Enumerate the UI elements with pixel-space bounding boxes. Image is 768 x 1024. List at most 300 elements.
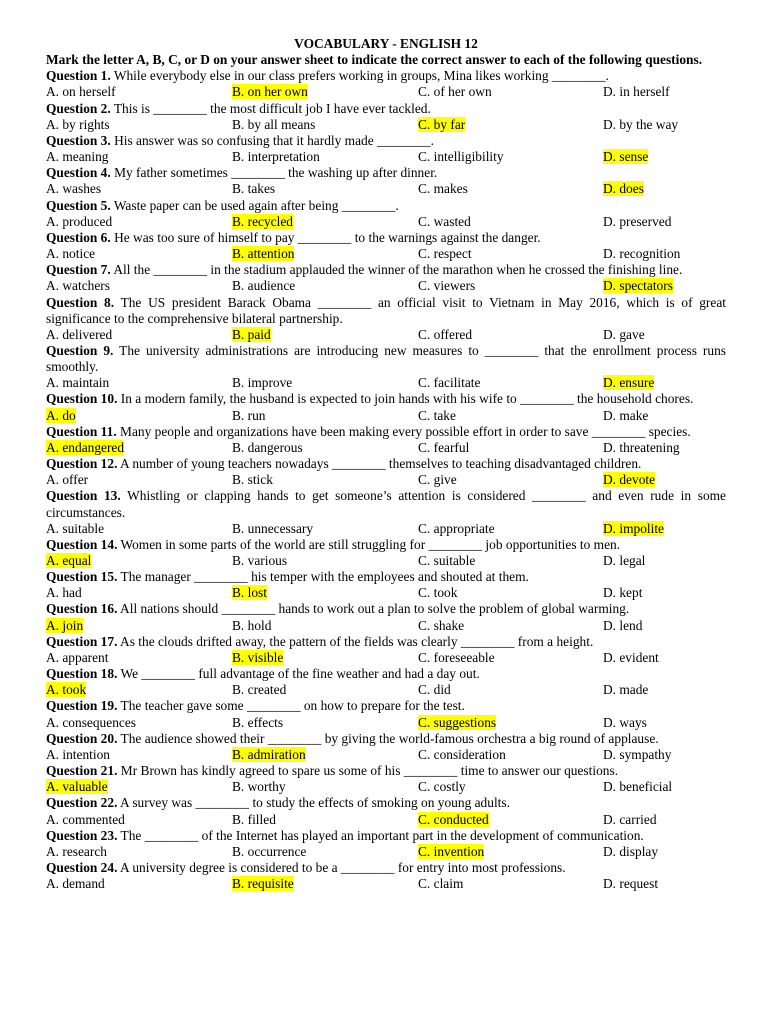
question-block bbox=[46, 456, 726, 488]
answer-option[interactable]: A. research bbox=[46, 843, 107, 859]
question-stem: Women in some parts of the world are still struggling for ________ job opportunities to men. bbox=[120, 536, 621, 552]
option-cell bbox=[603, 84, 726, 100]
question-text bbox=[46, 569, 726, 585]
option-cell bbox=[603, 747, 726, 763]
answer-option[interactable]: A. produced bbox=[46, 213, 113, 229]
question-text bbox=[46, 295, 726, 327]
answer-option[interactable]: C. took bbox=[418, 585, 458, 601]
option-cell bbox=[46, 327, 232, 343]
answer-option[interactable]: D. make bbox=[603, 407, 649, 423]
question-block bbox=[46, 343, 726, 391]
highlighted-answer-option[interactable]: C. by far bbox=[418, 116, 466, 132]
question-number: Question 12. bbox=[46, 456, 118, 472]
answer-option[interactable]: D. preserved bbox=[603, 213, 672, 229]
answer-options bbox=[46, 779, 726, 795]
answer-option[interactable]: B. stick bbox=[232, 472, 273, 488]
answer-option[interactable]: C. give bbox=[418, 472, 457, 488]
answer-option[interactable]: D. kept bbox=[603, 585, 643, 601]
option-cell bbox=[232, 278, 418, 294]
question-text bbox=[46, 698, 726, 714]
question-number: Question 6. bbox=[46, 229, 111, 245]
option-cell bbox=[603, 408, 726, 424]
option-cell bbox=[46, 618, 232, 634]
option-cell bbox=[418, 747, 603, 763]
option-cell bbox=[232, 747, 418, 763]
answer-options bbox=[46, 472, 726, 488]
answer-option[interactable]: A. by rights bbox=[46, 116, 110, 132]
question-block bbox=[46, 133, 726, 165]
option-cell bbox=[232, 812, 418, 828]
answer-option[interactable]: C. facilitate bbox=[418, 375, 481, 391]
answer-option[interactable]: C. fearful bbox=[418, 439, 470, 455]
question-number: Question 23. bbox=[46, 827, 118, 843]
question-block bbox=[46, 424, 726, 456]
answer-option[interactable]: C. claim bbox=[418, 876, 464, 892]
option-cell bbox=[232, 521, 418, 537]
answer-option[interactable]: A. intention bbox=[46, 746, 110, 762]
question-stem: All nations should ________ hands to work out a plan to solve the problem of global warming. bbox=[120, 601, 630, 617]
question-block bbox=[46, 634, 726, 666]
option-cell bbox=[418, 472, 603, 488]
answer-option[interactable]: D. in herself bbox=[603, 84, 670, 100]
question-number: Question 9. bbox=[46, 342, 114, 358]
highlighted-answer-option[interactable]: C. invention bbox=[418, 843, 485, 859]
option-cell bbox=[46, 84, 232, 100]
option-cell bbox=[603, 278, 726, 294]
answer-option[interactable]: B. audience bbox=[232, 278, 296, 294]
answer-option[interactable]: A. offer bbox=[46, 472, 89, 488]
answer-options bbox=[46, 618, 726, 634]
answer-option[interactable]: C. foreseeable bbox=[418, 649, 495, 665]
answer-option[interactable]: D. by the way bbox=[603, 116, 679, 132]
answer-options bbox=[46, 521, 726, 537]
option-cell bbox=[418, 715, 603, 731]
option-cell bbox=[603, 812, 726, 828]
question-stem: Many people and organizations have been making every possible effort in order to save ________ species. bbox=[120, 423, 691, 439]
option-cell bbox=[418, 521, 603, 537]
answer-option[interactable]: D. recognition bbox=[603, 246, 681, 262]
highlighted-answer-option[interactable]: D. spectators bbox=[603, 278, 673, 294]
option-cell bbox=[46, 440, 232, 456]
option-cell bbox=[418, 812, 603, 828]
answer-option[interactable]: B. hold bbox=[232, 617, 272, 633]
option-cell bbox=[603, 117, 726, 133]
question-stem: My father sometimes ________ the washing up after dinner. bbox=[114, 165, 438, 181]
answer-options bbox=[46, 440, 726, 456]
question-text bbox=[46, 133, 726, 149]
question-block bbox=[46, 165, 726, 197]
question-text bbox=[46, 634, 726, 650]
answer-option[interactable]: A. had bbox=[46, 585, 82, 601]
option-cell bbox=[418, 440, 603, 456]
option-cell bbox=[603, 715, 726, 731]
question-stem: The manager ________ his temper with the employees and shouted at them. bbox=[120, 569, 529, 585]
answer-options bbox=[46, 408, 726, 424]
question-number: Question 17. bbox=[46, 633, 118, 649]
question-stem: As the clouds drifted away, the pattern of the fields was clearly ________ from a height. bbox=[120, 633, 594, 649]
option-cell bbox=[418, 246, 603, 262]
highlighted-answer-option[interactable]: B. paid bbox=[232, 326, 271, 342]
answer-option[interactable]: A. apparent bbox=[46, 649, 109, 665]
question-number: Question 14. bbox=[46, 536, 118, 552]
option-cell bbox=[418, 553, 603, 569]
option-cell bbox=[418, 278, 603, 294]
option-cell bbox=[603, 876, 726, 892]
highlighted-answer-option[interactable]: C. conducted bbox=[418, 811, 489, 827]
question-block bbox=[46, 601, 726, 633]
option-cell bbox=[418, 682, 603, 698]
option-cell bbox=[232, 682, 418, 698]
answer-option[interactable]: B. unnecessary bbox=[232, 520, 314, 536]
option-cell bbox=[232, 327, 418, 343]
highlighted-answer-option[interactable]: C. suggestions bbox=[418, 714, 497, 730]
answer-option[interactable]: A. on herself bbox=[46, 84, 116, 100]
answer-option[interactable]: C. offered bbox=[418, 326, 473, 342]
question-stem: Mr Brown has kindly agreed to spare us some of his ________ time to answer our questions. bbox=[120, 763, 619, 779]
answer-option[interactable]: C. costly bbox=[418, 779, 466, 795]
option-cell bbox=[418, 375, 603, 391]
option-cell bbox=[232, 876, 418, 892]
option-cell bbox=[418, 327, 603, 343]
option-cell bbox=[232, 214, 418, 230]
question-block bbox=[46, 68, 726, 100]
answer-options bbox=[46, 327, 726, 343]
answer-option[interactable]: B. run bbox=[232, 407, 266, 423]
answer-option[interactable]: A. maintain bbox=[46, 375, 110, 391]
option-cell bbox=[603, 472, 726, 488]
answer-options bbox=[46, 812, 726, 828]
answer-option[interactable]: A. watchers bbox=[46, 278, 110, 294]
question-block bbox=[46, 101, 726, 133]
answer-option[interactable]: D. sympathy bbox=[603, 746, 672, 762]
highlighted-answer-option[interactable]: B. lost bbox=[232, 585, 267, 601]
question-block bbox=[46, 295, 726, 343]
answer-options bbox=[46, 149, 726, 165]
option-cell bbox=[46, 521, 232, 537]
answer-option[interactable]: C. shake bbox=[418, 617, 465, 633]
question-text bbox=[46, 68, 726, 84]
highlighted-answer-option[interactable]: A. valuable bbox=[46, 779, 108, 795]
question-stem: A survey was ________ to study the effects of smoking on young adults. bbox=[120, 795, 510, 811]
answer-option[interactable]: B. created bbox=[232, 682, 287, 698]
question-text bbox=[46, 424, 726, 440]
answer-option[interactable]: A. delivered bbox=[46, 326, 113, 342]
option-cell bbox=[46, 844, 232, 860]
question-text bbox=[46, 731, 726, 747]
question-number: Question 1. bbox=[46, 68, 111, 84]
option-cell bbox=[232, 844, 418, 860]
option-cell bbox=[46, 747, 232, 763]
highlighted-answer-option[interactable]: D. devote bbox=[603, 472, 656, 488]
question-block bbox=[46, 795, 726, 827]
highlighted-answer-option[interactable]: A. do bbox=[46, 407, 76, 423]
instructions: Mark the letter A, B, C, or D on your answer sheet to indicate the correct answer to each of the following questions. bbox=[46, 52, 703, 68]
option-cell bbox=[418, 181, 603, 197]
highlighted-answer-option[interactable]: B. admiration bbox=[232, 746, 306, 762]
option-cell bbox=[46, 585, 232, 601]
answer-option[interactable]: A. washes bbox=[46, 181, 102, 197]
question-text bbox=[46, 860, 726, 876]
option-cell bbox=[603, 214, 726, 230]
option-cell bbox=[603, 440, 726, 456]
answer-option[interactable]: C. viewers bbox=[418, 278, 476, 294]
answer-option[interactable]: B. dangerous bbox=[232, 439, 303, 455]
question-number: Question 2. bbox=[46, 100, 111, 116]
option-cell bbox=[232, 117, 418, 133]
option-cell bbox=[46, 117, 232, 133]
question-block bbox=[46, 391, 726, 423]
answer-option[interactable]: D. carried bbox=[603, 811, 657, 827]
highlighted-answer-option[interactable]: B. visible bbox=[232, 649, 284, 665]
answer-options bbox=[46, 246, 726, 262]
answer-options bbox=[46, 650, 726, 666]
option-cell bbox=[603, 149, 726, 165]
question-stem: We ________ full advantage of the fine weather and had a day out. bbox=[120, 666, 480, 682]
answer-option[interactable]: C. consideration bbox=[418, 746, 506, 762]
answer-option[interactable]: B. occurrence bbox=[232, 843, 307, 859]
answer-option[interactable]: D. made bbox=[603, 682, 649, 698]
question-number: Question 5. bbox=[46, 197, 111, 213]
answer-option[interactable]: B. interpretation bbox=[232, 149, 320, 165]
question-text bbox=[46, 666, 726, 682]
question-number: Question 4. bbox=[46, 165, 111, 181]
option-cell bbox=[603, 246, 726, 262]
answer-options bbox=[46, 715, 726, 731]
answer-option[interactable]: D. ways bbox=[603, 714, 647, 730]
answer-option[interactable]: D. threatening bbox=[603, 439, 680, 455]
question-stem: The teacher gave some ________ on how to prepare for the test. bbox=[120, 698, 465, 714]
option-cell bbox=[418, 214, 603, 230]
question-number: Question 13. bbox=[46, 488, 121, 504]
option-cell bbox=[418, 149, 603, 165]
highlighted-answer-option[interactable]: B. recycled bbox=[232, 213, 293, 229]
question-text bbox=[46, 230, 726, 246]
option-cell bbox=[603, 375, 726, 391]
option-cell bbox=[46, 246, 232, 262]
answer-option[interactable]: B. filled bbox=[232, 811, 276, 827]
question-text bbox=[46, 601, 726, 617]
page-title: VOCABULARY - ENGLISH 12 bbox=[294, 36, 478, 51]
option-cell bbox=[46, 375, 232, 391]
option-cell bbox=[46, 472, 232, 488]
answer-options bbox=[46, 876, 726, 892]
highlighted-answer-option[interactable]: A. took bbox=[46, 682, 87, 698]
question-text bbox=[46, 763, 726, 779]
question-block bbox=[46, 569, 726, 601]
option-cell bbox=[232, 585, 418, 601]
question-number: Question 19. bbox=[46, 698, 118, 714]
option-cell bbox=[46, 214, 232, 230]
answer-options bbox=[46, 214, 726, 230]
question-number: Question 18. bbox=[46, 666, 118, 682]
option-cell bbox=[603, 682, 726, 698]
answer-option[interactable]: C. intelligibility bbox=[418, 149, 504, 165]
option-cell bbox=[418, 779, 603, 795]
answer-option[interactable]: D. beneficial bbox=[603, 779, 673, 795]
question-number: Question 16. bbox=[46, 601, 118, 617]
answer-option[interactable]: C. suitable bbox=[418, 553, 476, 568]
option-cell bbox=[232, 149, 418, 165]
option-cell bbox=[46, 149, 232, 165]
option-cell bbox=[46, 812, 232, 828]
answer-option[interactable]: B. effects bbox=[232, 714, 284, 730]
answer-option[interactable]: B. takes bbox=[232, 181, 276, 197]
highlighted-answer-option[interactable]: B. attention bbox=[232, 246, 295, 262]
highlighted-answer-option[interactable]: D. ensure bbox=[603, 375, 655, 391]
question-stem: A number of young teachers nowadays ________ themselves to teaching disadvantaged children. bbox=[120, 456, 642, 472]
answer-option[interactable]: C. respect bbox=[418, 246, 472, 262]
question-block bbox=[46, 666, 726, 698]
question-text bbox=[46, 828, 726, 844]
option-cell bbox=[232, 472, 418, 488]
question-text bbox=[46, 391, 726, 407]
answer-options bbox=[46, 585, 726, 601]
question-number: Question 21. bbox=[46, 763, 118, 779]
answer-option[interactable]: A. consequences bbox=[46, 714, 136, 730]
highlighted-answer-option[interactable]: D. does bbox=[603, 181, 644, 197]
option-cell bbox=[46, 181, 232, 197]
answer-options bbox=[46, 375, 726, 391]
question-stem: This is ________ the most difficult job I have ever tackled. bbox=[113, 100, 431, 116]
question-number: Question 15. bbox=[46, 569, 118, 585]
worksheet-page bbox=[46, 36, 726, 892]
option-cell bbox=[603, 650, 726, 666]
highlighted-answer-option[interactable]: B. requisite bbox=[232, 876, 294, 892]
option-cell bbox=[418, 618, 603, 634]
answer-option[interactable]: C. of her own bbox=[418, 84, 492, 100]
answer-option[interactable]: C. makes bbox=[418, 181, 468, 197]
highlighted-answer-option[interactable]: B. on her own bbox=[232, 84, 308, 100]
answer-option[interactable]: B. improve bbox=[232, 375, 293, 391]
answer-options bbox=[46, 117, 726, 133]
option-cell bbox=[46, 876, 232, 892]
answer-option[interactable]: B. various bbox=[232, 553, 288, 568]
answer-options bbox=[46, 747, 726, 763]
question-number: Question 8. bbox=[46, 294, 115, 310]
option-cell bbox=[46, 779, 232, 795]
answer-option[interactable]: B. by all means bbox=[232, 116, 316, 132]
question-stem: While everybody else in our class prefers working in groups, Mina likes working ________. bbox=[113, 68, 609, 84]
question-text bbox=[46, 198, 726, 214]
question-block bbox=[46, 731, 726, 763]
answer-options bbox=[46, 278, 726, 294]
option-cell bbox=[603, 553, 726, 569]
option-cell bbox=[418, 876, 603, 892]
option-cell bbox=[603, 521, 726, 537]
answer-option[interactable]: C. wasted bbox=[418, 213, 471, 229]
answer-option[interactable]: D. display bbox=[603, 843, 659, 859]
highlighted-answer-option[interactable]: D. impolite bbox=[603, 520, 664, 536]
question-number: Question 3. bbox=[46, 132, 111, 148]
answer-options bbox=[46, 181, 726, 197]
question-stem: Waste paper can be used again after being ________. bbox=[113, 197, 399, 213]
option-cell bbox=[603, 327, 726, 343]
question-number: Question 10. bbox=[46, 391, 118, 407]
question-text bbox=[46, 165, 726, 181]
question-block bbox=[46, 828, 726, 860]
highlighted-answer-option[interactable]: A. equal bbox=[46, 553, 92, 568]
option-cell bbox=[232, 650, 418, 666]
answer-option[interactable]: A. notice bbox=[46, 246, 96, 262]
option-cell bbox=[418, 585, 603, 601]
question-stem: A university degree is considered to be a ________ for entry into most professions. bbox=[120, 859, 566, 875]
option-cell bbox=[232, 440, 418, 456]
question-stem: All the ________ in the stadium applauded the winner of the marathon when he crossed the finishing line. bbox=[113, 262, 683, 278]
option-cell bbox=[46, 553, 232, 569]
answer-option[interactable]: C. appropriate bbox=[418, 520, 495, 536]
answer-option[interactable]: B. worthy bbox=[232, 779, 286, 795]
answer-options bbox=[46, 844, 726, 860]
answer-option[interactable]: A. commented bbox=[46, 811, 125, 827]
question-number: Question 22. bbox=[46, 795, 118, 811]
question-block bbox=[46, 860, 726, 892]
question-block bbox=[46, 698, 726, 730]
question-stem: The ________ of the Internet has played an important part in the development of communication. bbox=[120, 827, 644, 843]
option-cell bbox=[603, 618, 726, 634]
answer-option[interactable]: A. demand bbox=[46, 876, 105, 892]
option-cell bbox=[418, 84, 603, 100]
answer-options bbox=[46, 553, 726, 569]
option-cell bbox=[46, 650, 232, 666]
question-number: Question 7. bbox=[46, 262, 111, 278]
answer-option[interactable]: D. lend bbox=[603, 617, 643, 633]
answer-option[interactable]: D. legal bbox=[603, 553, 646, 568]
option-cell bbox=[232, 618, 418, 634]
answer-option[interactable]: C. did bbox=[418, 682, 451, 698]
option-cell bbox=[418, 117, 603, 133]
question-block bbox=[46, 230, 726, 262]
question-stem: The audience showed their ________ by giving the world-famous orchestra a big round of applause. bbox=[120, 730, 659, 746]
option-cell bbox=[232, 553, 418, 569]
question-stem: In a modern family, the husband is expected to join hands with his wife to ________ the household chores. bbox=[120, 391, 694, 407]
option-cell bbox=[232, 408, 418, 424]
option-cell bbox=[418, 650, 603, 666]
question-text bbox=[46, 343, 726, 375]
question-stem: Whistling or clapping hands to get someone’s attention is considered ________ and even rude in some circumstances. bbox=[46, 488, 726, 520]
option-cell bbox=[46, 278, 232, 294]
answer-options bbox=[46, 682, 726, 698]
answer-option[interactable]: D. request bbox=[603, 876, 659, 892]
question-number: Question 20. bbox=[46, 730, 118, 746]
option-cell bbox=[418, 844, 603, 860]
answer-options bbox=[46, 84, 726, 100]
question-stem: The university administrations are introducing new measures to ________ that the enrollment process runs smoothly. bbox=[46, 342, 726, 375]
option-cell bbox=[232, 779, 418, 795]
option-cell bbox=[603, 181, 726, 197]
option-cell bbox=[46, 715, 232, 731]
answer-option[interactable]: A. meaning bbox=[46, 149, 109, 165]
question-text bbox=[46, 488, 726, 520]
highlighted-answer-option[interactable]: A. join bbox=[46, 617, 84, 633]
option-cell bbox=[232, 246, 418, 262]
answer-option[interactable]: D. evident bbox=[603, 649, 659, 665]
highlighted-answer-option[interactable]: D. sense bbox=[603, 149, 649, 165]
question-number: Question 11. bbox=[46, 423, 117, 439]
highlighted-answer-option[interactable]: A. endangered bbox=[46, 439, 125, 455]
option-cell bbox=[232, 375, 418, 391]
option-cell bbox=[603, 585, 726, 601]
question-stem: The US president Barack Obama ________ an official visit to Vietnam in May 2016, which is of great significance to the comprehensive bilateral partnership. bbox=[46, 294, 726, 326]
question-block bbox=[46, 198, 726, 230]
question-text bbox=[46, 456, 726, 472]
answer-option[interactable]: D. gave bbox=[603, 326, 645, 342]
question-text bbox=[46, 101, 726, 117]
question-block bbox=[46, 537, 726, 569]
answer-option[interactable]: A. suitable bbox=[46, 520, 105, 536]
answer-option[interactable]: C. take bbox=[418, 407, 456, 423]
question-text bbox=[46, 262, 726, 278]
option-cell bbox=[603, 844, 726, 860]
